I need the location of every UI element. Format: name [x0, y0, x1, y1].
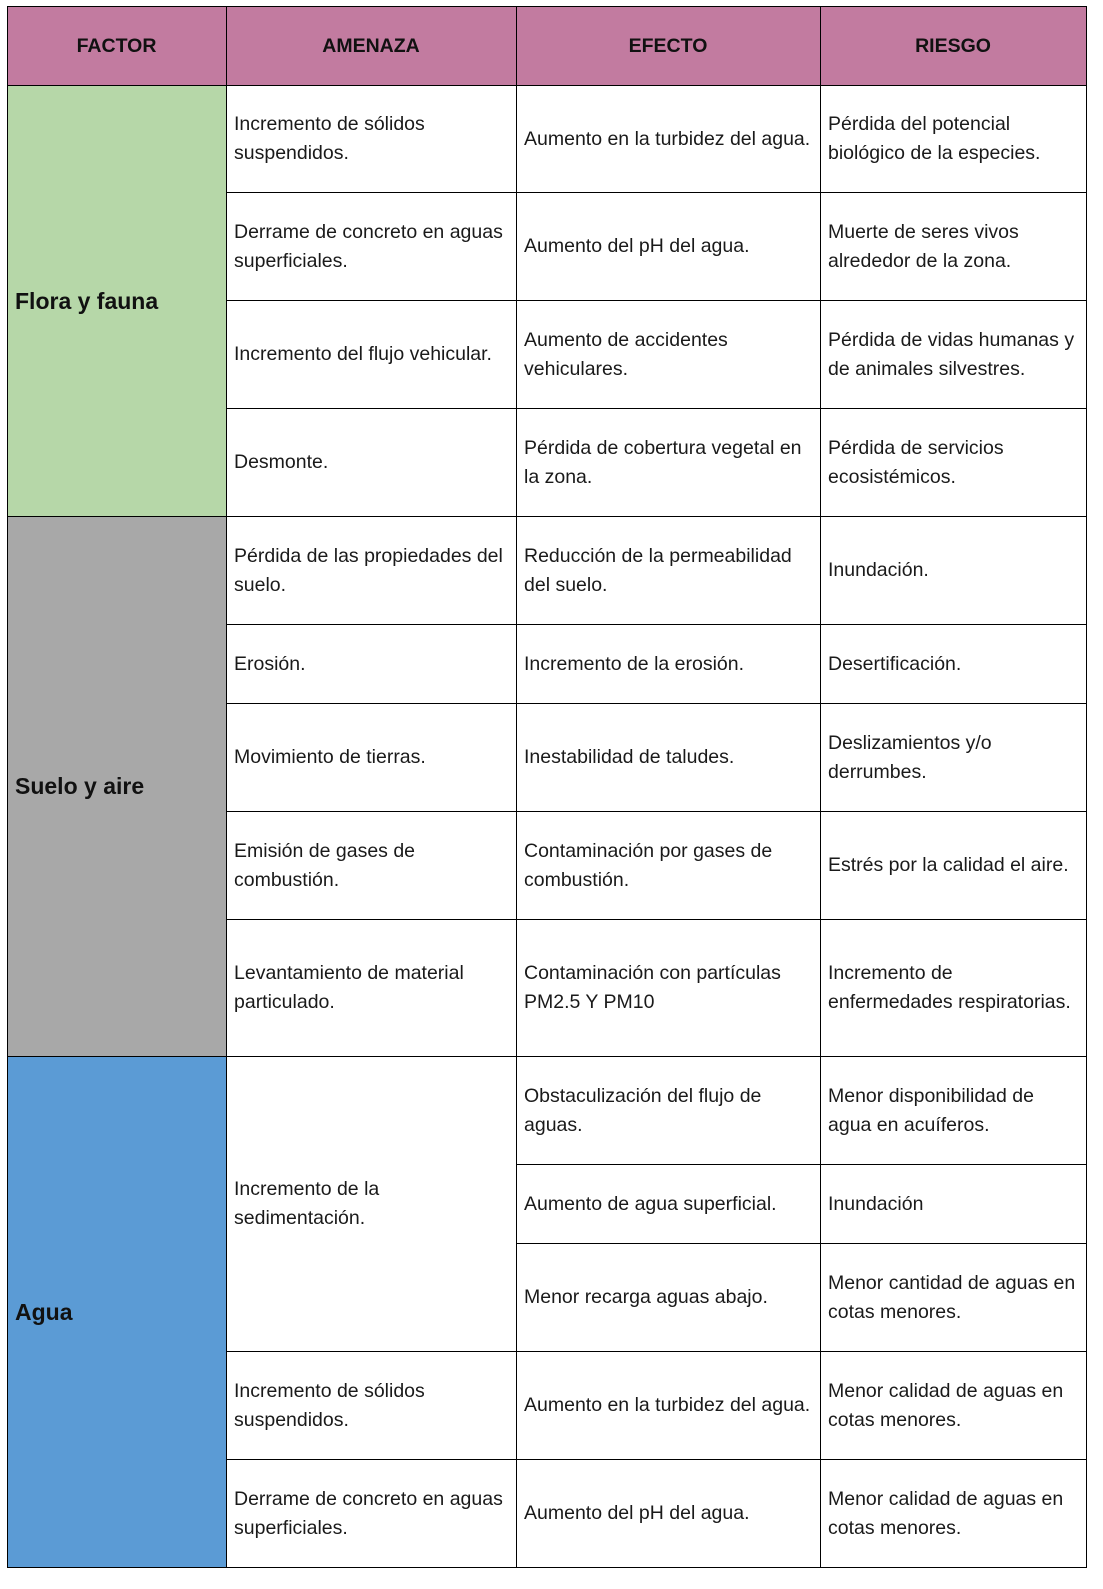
header-amenaza: AMENAZA	[227, 7, 517, 86]
header-factor: FACTOR	[8, 7, 227, 86]
efecto-cell: Aumento de agua superficial.	[517, 1165, 821, 1244]
riesgo-cell: Menor cantidad de aguas en cotas menores.	[821, 1244, 1087, 1352]
riesgo-cell: Menor disponibilidad de agua en acuíferos.	[821, 1057, 1087, 1165]
table-container	[7, 6, 1087, 1568]
riesgo-cell: Pérdida de vidas humanas y de animales silvestres.	[821, 301, 1087, 409]
riesgo-cell: Pérdida del potencial biológico de la especies.	[821, 86, 1087, 193]
factor-agua: Agua	[8, 1057, 227, 1568]
risk-table	[7, 6, 1087, 1568]
amenaza-cell: Incremento de sólidos suspendidos.	[227, 86, 517, 193]
efecto-cell: Aumento del pH del agua.	[517, 193, 821, 301]
amenaza-cell: Derrame de concreto en aguas superficiales.	[227, 1460, 517, 1568]
table-row	[8, 86, 1087, 193]
riesgo-cell: Deslizamientos y/o derrumbes.	[821, 704, 1087, 812]
riesgo-cell: Inundación	[821, 1165, 1087, 1244]
factor-flora-y-fauna: Flora y fauna	[8, 86, 227, 517]
riesgo-cell: Muerte de seres vivos alrededor de la zona.	[821, 193, 1087, 301]
efecto-cell: Aumento del pH del agua.	[517, 1460, 821, 1568]
riesgo-cell: Menor calidad de aguas en cotas menores.	[821, 1460, 1087, 1568]
riesgo-cell: Estrés por la calidad el aire.	[821, 812, 1087, 920]
factor-suelo-y-aire: Suelo y aire	[8, 517, 227, 1057]
amenaza-cell: Levantamiento de material particulado.	[227, 920, 517, 1057]
table-row	[8, 517, 1087, 625]
riesgo-cell: Incremento de enfermedades respiratorias.	[821, 920, 1087, 1057]
amenaza-cell: Movimiento de tierras.	[227, 704, 517, 812]
amenaza-cell: Desmonte.	[227, 409, 517, 517]
efecto-cell: Contaminación con partículas PM2.5 Y PM10	[517, 920, 821, 1057]
efecto-cell: Aumento en la turbidez del agua.	[517, 1352, 821, 1460]
efecto-cell: Menor recarga aguas abajo.	[517, 1244, 821, 1352]
header-row	[8, 7, 1087, 86]
amenaza-cell: Emisión de gases de combustión.	[227, 812, 517, 920]
riesgo-cell: Desertificación.	[821, 625, 1087, 704]
efecto-cell: Contaminación por gases de combustión.	[517, 812, 821, 920]
table-row	[8, 1057, 1087, 1165]
efecto-cell: Aumento de accidentes vehiculares.	[517, 301, 821, 409]
riesgo-cell: Menor calidad de aguas en cotas menores.	[821, 1352, 1087, 1460]
amenaza-cell: Pérdida de las propiedades del suelo.	[227, 517, 517, 625]
amenaza-cell: Incremento del flujo vehicular.	[227, 301, 517, 409]
amenaza-cell: Incremento de sólidos suspendidos.	[227, 1352, 517, 1460]
efecto-cell: Incremento de la erosión.	[517, 625, 821, 704]
efecto-cell: Pérdida de cobertura vegetal en la zona.	[517, 409, 821, 517]
efecto-cell: Inestabilidad de taludes.	[517, 704, 821, 812]
efecto-cell: Reducción de la permeabilidad del suelo.	[517, 517, 821, 625]
riesgo-cell: Inundación.	[821, 517, 1087, 625]
efecto-cell: Obstaculización del flujo de aguas.	[517, 1057, 821, 1165]
efecto-cell: Aumento en la turbidez del agua.	[517, 86, 821, 193]
header-efecto: EFECTO	[517, 7, 821, 86]
amenaza-cell: Derrame de concreto en aguas superficiales.	[227, 193, 517, 301]
riesgo-cell: Pérdida de servicios ecosistémicos.	[821, 409, 1087, 517]
amenaza-cell: Incremento de la sedimentación.	[227, 1057, 517, 1352]
amenaza-cell: Erosión.	[227, 625, 517, 704]
header-riesgo: RIESGO	[821, 7, 1087, 86]
